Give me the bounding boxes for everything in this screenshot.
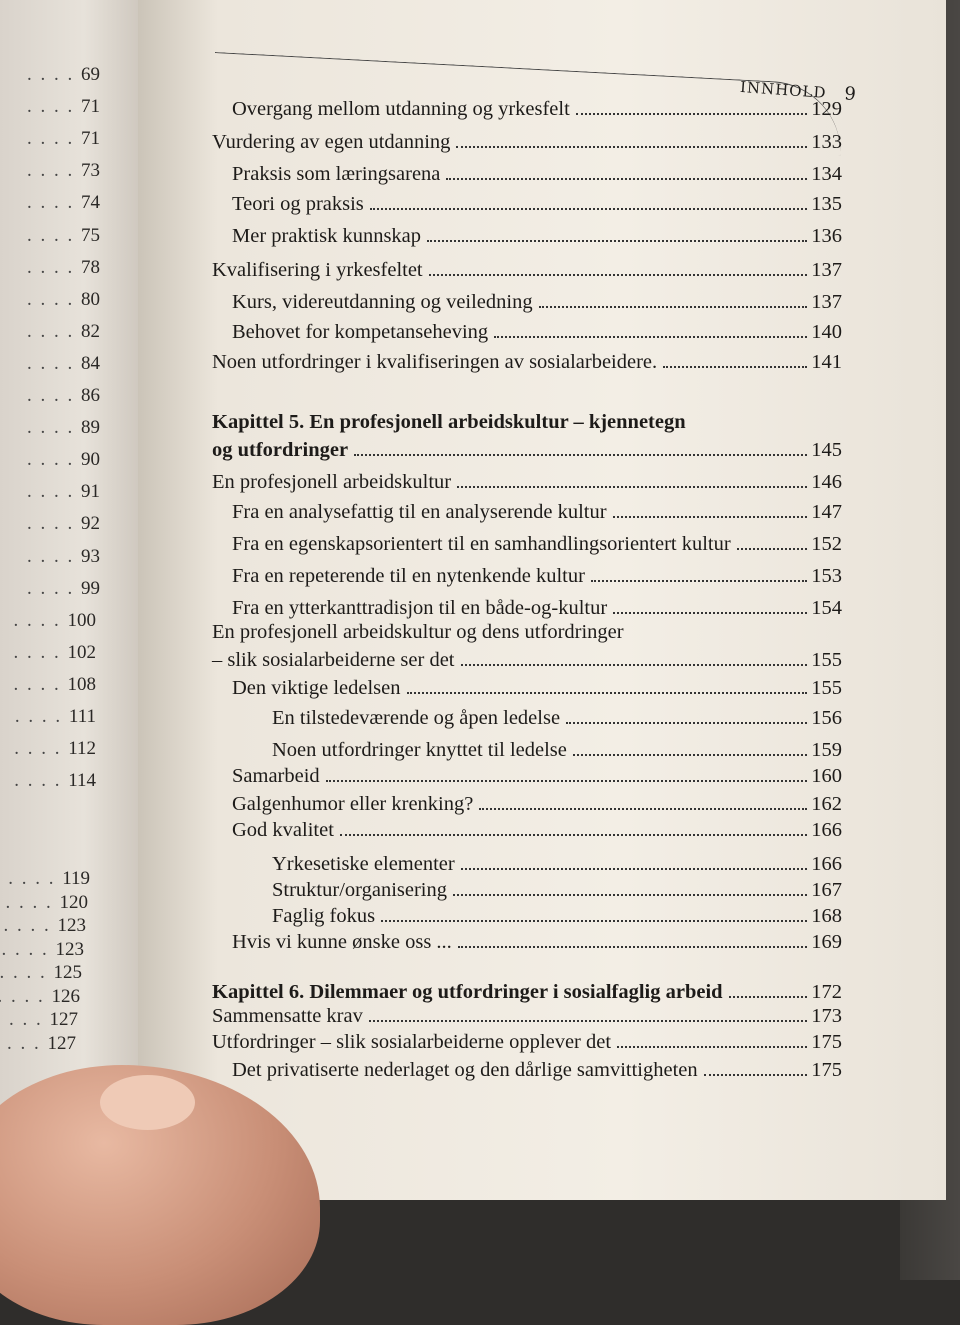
toc-page-number: 156 <box>811 707 842 729</box>
left-page-number: . . . 80 <box>27 289 100 311</box>
toc-entry <box>272 850 842 878</box>
toc-page-number: 136 <box>811 225 842 247</box>
toc-entry-line <box>212 618 842 646</box>
left-page-number: . . . 91 <box>27 481 100 503</box>
toc-entry-line <box>232 318 842 346</box>
toc-entry-title: Struktur/organisering <box>272 879 447 901</box>
thumbnail-nail <box>100 1075 195 1130</box>
toc-page-number: 166 <box>811 853 842 875</box>
toc-entry-title: En profesjonell arbeidskultur <box>212 471 452 493</box>
left-page-number: . . . 92 <box>27 513 100 535</box>
toc-entry-title: Faglig fokus <box>272 905 376 927</box>
toc-entry-title: Galgenhumor eller krenking? <box>232 793 474 815</box>
toc-entry-line <box>232 530 842 558</box>
left-page-number: . . . 90 <box>27 449 100 471</box>
toc-entry <box>232 928 842 956</box>
toc-entry <box>232 95 842 123</box>
toc-entry-title: Noen utfordringer i kvalifiseringen av sosialarbeidere. <box>212 351 658 373</box>
toc-page-number: 145 <box>811 439 842 461</box>
dot-leader <box>539 306 808 308</box>
toc-entry-title: God kvalitet <box>232 819 334 841</box>
toc-entry-line <box>272 704 842 732</box>
toc-entry <box>232 160 842 188</box>
toc-entry-line <box>212 646 842 674</box>
toc-entry-line <box>232 816 842 844</box>
toc-entry-line <box>212 408 842 436</box>
toc-entry-title: Fra en ytterkanttradisjon til en både-og-kultur <box>232 597 608 619</box>
toc-page-number: 137 <box>811 259 842 281</box>
toc-entry <box>232 816 842 844</box>
dot-leader <box>576 113 807 115</box>
dot-leader <box>663 366 807 368</box>
dot-leader <box>381 920 807 922</box>
toc-entry-title: Fra en egenskapsorientert til en samhandlingsorientert kultur <box>232 533 731 555</box>
left-page-number: . . . 123 <box>2 939 85 961</box>
dot-leader <box>494 336 807 338</box>
toc-entry-title: Det privatiserte nederlaget og den dårlige samvittigheten <box>232 1059 698 1081</box>
left-page-number: . . . 75 <box>27 225 100 247</box>
toc-entry <box>212 256 842 284</box>
left-page-number: . . . 71 <box>27 96 100 118</box>
toc-entry-line <box>232 562 842 590</box>
toc-page-number: 160 <box>811 765 842 787</box>
left-page-number: . . . 102 <box>14 642 97 664</box>
toc-entry-title: Kvalifisering i yrkesfeltet <box>212 259 423 281</box>
toc-entry-line <box>212 436 842 464</box>
toc-entry-line <box>212 468 842 496</box>
toc-entry <box>212 408 842 464</box>
toc-entry-line <box>212 348 842 376</box>
toc-page-number: 172 <box>811 981 842 1003</box>
left-page-number: . . . 111 <box>15 706 96 728</box>
toc-page-number: 159 <box>811 739 842 761</box>
left-page-number: . . . 126 <box>0 986 80 1008</box>
toc-entry-title: Kapittel 5. En profesjonell arbeidskultur – kjennetegn <box>212 411 686 433</box>
toc-entry <box>232 674 842 702</box>
toc-page-number: 153 <box>811 565 842 587</box>
toc-entry-line <box>212 1028 842 1056</box>
toc-entry-title: En profesjonell arbeidskultur og dens utfordringer <box>212 621 624 643</box>
toc-page-number: 147 <box>811 501 842 523</box>
toc-entry <box>232 562 842 590</box>
toc-entry-title: Mer praktisk kunnskap <box>232 225 422 247</box>
toc-entry <box>272 704 842 732</box>
dot-leader <box>429 274 808 276</box>
dot-leader <box>729 996 808 998</box>
toc-entry-line <box>212 1002 842 1030</box>
toc-entry <box>272 876 842 904</box>
toc-page-number: 133 <box>811 131 842 153</box>
toc-entry-title: Overgang mellom utdanning og yrkesfelt <box>232 98 570 120</box>
toc-entry-title: Behovet for kompetanseheving <box>232 321 489 343</box>
toc-entry-title: En tilstedeværende og åpen ledelse <box>272 707 561 729</box>
toc-entry-title: Den viktige ledelsen <box>232 677 401 699</box>
toc-entry <box>232 790 842 818</box>
toc-entry-title: Hvis vi kunne ønske oss ... <box>232 931 452 953</box>
toc-entry-title: – slik sosialarbeiderne ser det <box>212 649 455 671</box>
toc-page-number: 169 <box>811 931 842 953</box>
toc-page-number: 175 <box>811 1031 842 1053</box>
toc-entry-title: Noen utfordringer knyttet til ledelse <box>272 739 567 761</box>
toc-entry-line <box>232 160 842 188</box>
toc-entry <box>232 530 842 558</box>
dot-leader <box>453 894 807 896</box>
left-page-number: . . . 119 <box>8 868 90 890</box>
toc-entry-line <box>232 190 842 218</box>
toc-entry-title: Vurdering av egen utdanning <box>212 131 451 153</box>
dot-leader <box>340 834 807 836</box>
left-page-number: . . . 93 <box>27 546 100 568</box>
toc-entry-line <box>212 128 842 156</box>
left-page-number: . . . 82 <box>27 321 100 343</box>
toc-page-number: 146 <box>811 471 842 493</box>
dot-leader <box>573 754 807 756</box>
toc-entry-line <box>232 762 842 790</box>
dot-leader <box>369 1020 807 1022</box>
dot-leader <box>591 580 807 582</box>
toc-page-number: 155 <box>811 677 842 699</box>
toc-entry <box>212 1028 842 1056</box>
toc-entry-title: Sammensatte krav <box>212 1005 363 1027</box>
dot-leader <box>461 868 808 870</box>
toc-page-number: 152 <box>811 533 842 555</box>
left-page-number: . . . 73 <box>27 160 100 182</box>
left-page-number: . . . 108 <box>14 674 97 696</box>
toc-entry <box>212 128 842 156</box>
toc-entry-line <box>212 256 842 284</box>
toc-entry-title: Teori og praksis <box>232 193 364 215</box>
toc-entry-line <box>232 1056 842 1084</box>
toc-page-number: 137 <box>811 291 842 313</box>
toc-entry-line <box>232 928 842 956</box>
left-page-number: . . . 78 <box>27 257 100 279</box>
toc-entry <box>232 762 842 790</box>
dot-leader <box>370 208 807 210</box>
toc-page-number: 168 <box>811 905 842 927</box>
toc-page-number: 140 <box>811 321 842 343</box>
toc-entry-title: og utfordringer <box>212 439 349 461</box>
toc-entry-title: Fra en repeterende til en nytenkende kultur <box>232 565 585 587</box>
toc-entry-title: Samarbeid <box>232 765 320 787</box>
left-page-number: . . . 123 <box>4 915 87 937</box>
toc-entry-line <box>232 222 842 250</box>
toc-entry <box>232 498 842 526</box>
dot-leader <box>427 240 807 242</box>
running-title: INNHOLD <box>739 77 828 102</box>
toc-page-number: 173 <box>811 1005 842 1027</box>
toc-page-number: 175 <box>811 1059 842 1081</box>
toc-entry <box>232 222 842 250</box>
dot-leader <box>457 486 807 488</box>
toc-entry-line <box>272 850 842 878</box>
left-page-number: . . . 112 <box>14 738 96 760</box>
dot-leader <box>617 1046 807 1048</box>
dot-leader <box>737 548 808 550</box>
toc-entry-line <box>232 95 842 123</box>
dot-leader <box>479 808 807 810</box>
dot-leader <box>326 780 808 782</box>
toc-entry <box>272 902 842 930</box>
left-page-number: . . . 127 <box>0 1033 76 1055</box>
left-page-number: . . . 120 <box>6 892 89 914</box>
dot-leader <box>613 516 808 518</box>
toc-entry <box>232 190 842 218</box>
left-page-number: . . . 86 <box>27 385 100 407</box>
toc-page-number: 167 <box>811 879 842 901</box>
toc-page-number: 141 <box>811 351 842 373</box>
left-page-number: . . . 125 <box>0 962 82 984</box>
left-page-number: . . . 114 <box>14 770 96 792</box>
toc-entry <box>232 1056 842 1084</box>
toc-entry-line <box>272 902 842 930</box>
toc-page-number: 166 <box>811 819 842 841</box>
toc-entry-title: Kapittel 6. Dilemmaer og utfordringer i sosialfaglig arbeid <box>212 981 723 1003</box>
toc-entry <box>212 348 842 376</box>
toc-entry-line <box>232 790 842 818</box>
left-page-number: . . . 127 <box>0 1009 78 1031</box>
toc-entry-line <box>232 288 842 316</box>
toc-entry-line <box>272 876 842 904</box>
left-page-number: . . . 89 <box>27 417 100 439</box>
toc-entry-title: Praksis som læringsarena <box>232 163 441 185</box>
toc-entry <box>272 736 842 764</box>
toc-page-number: 154 <box>811 597 842 619</box>
dot-leader <box>446 178 807 180</box>
toc-entry-line <box>272 736 842 764</box>
toc-entry <box>232 288 842 316</box>
toc-entry-line <box>232 498 842 526</box>
dot-leader <box>461 664 808 666</box>
dot-leader <box>566 722 807 724</box>
toc-page-number: 134 <box>811 163 842 185</box>
dot-leader <box>613 612 807 614</box>
dot-leader <box>354 454 807 456</box>
left-page-number: . . . 71 <box>27 128 100 150</box>
page-number: 9 <box>843 83 858 106</box>
toc-entry-line <box>232 674 842 702</box>
toc-page-number: 162 <box>811 793 842 815</box>
dot-leader <box>407 692 808 694</box>
toc-page-number: 155 <box>811 649 842 671</box>
toc-entry <box>212 468 842 496</box>
left-page-number: . . . 84 <box>27 353 100 375</box>
toc-entry-title: Yrkesetiske elementer <box>272 853 455 875</box>
dot-leader <box>458 946 807 948</box>
left-page-number: . . . 100 <box>14 610 97 632</box>
toc-entry <box>212 618 842 674</box>
toc-page-number: 129 <box>811 98 842 120</box>
toc-entry-title: Utfordringer – slik sosialarbeiderne opplever det <box>212 1031 612 1053</box>
left-page-number: . . . 69 <box>27 64 100 86</box>
toc-entry <box>232 318 842 346</box>
toc-entry-title: Fra en analysefattig til en analyserende kultur <box>232 501 607 523</box>
left-page-number: . . . 74 <box>27 192 100 214</box>
dot-leader <box>704 1074 808 1076</box>
dot-leader <box>456 146 807 148</box>
toc-entry-title: Kurs, videreutdanning og veiledning <box>232 291 533 313</box>
toc-entry <box>212 1002 842 1030</box>
toc-page-number: 135 <box>811 193 842 215</box>
left-page-number: . . . 99 <box>27 578 100 600</box>
left-page <box>0 0 140 1120</box>
